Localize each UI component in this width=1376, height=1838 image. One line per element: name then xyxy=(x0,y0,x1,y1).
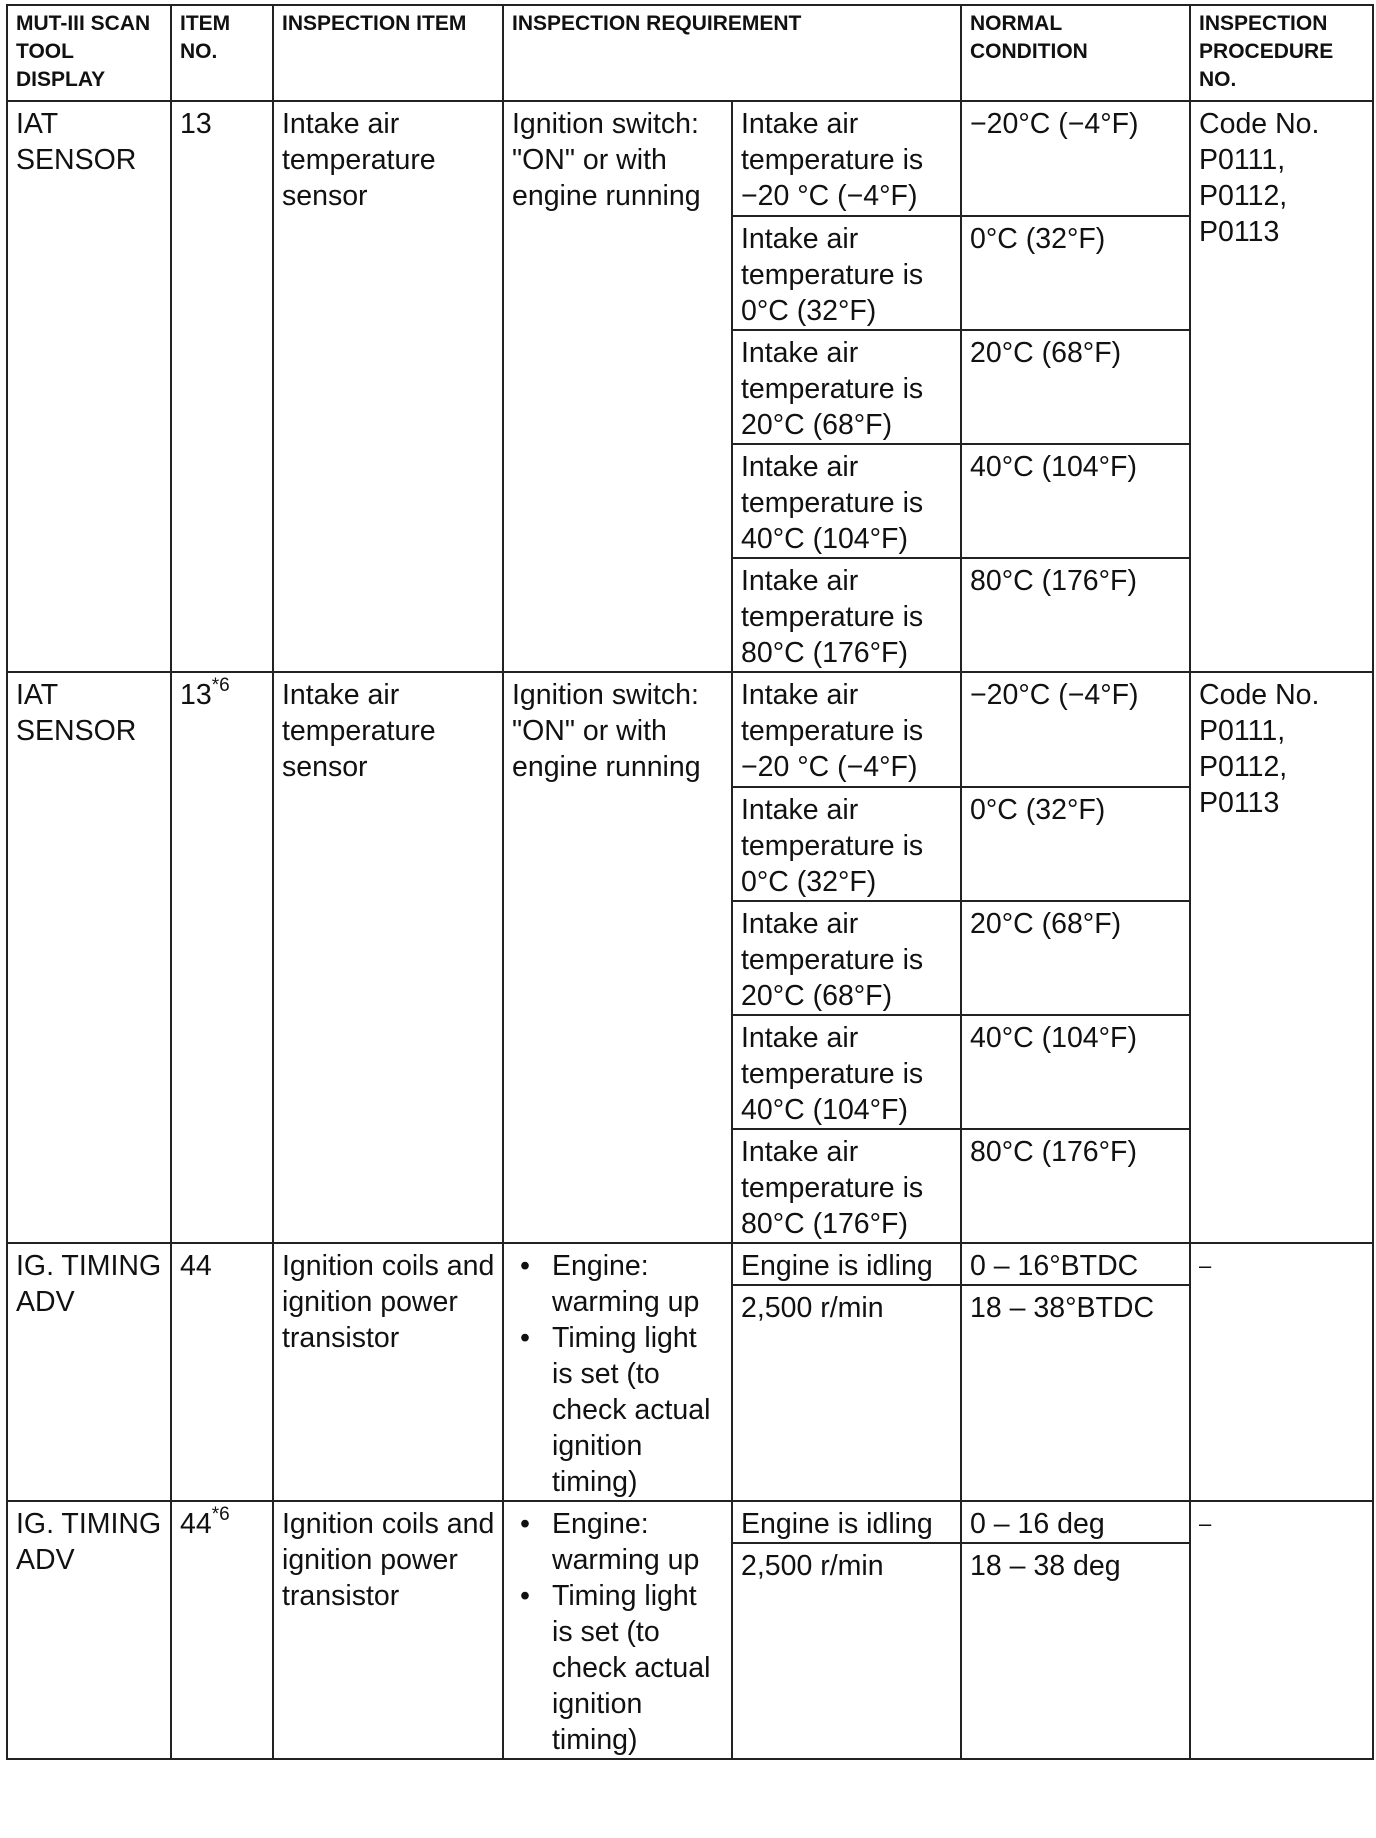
condition-cell: 2,500 r/min xyxy=(732,1543,961,1759)
condition-cell: Intake air temperature is 40°C (104°F) xyxy=(732,1015,961,1129)
header-procedure-no: INSPECTION PROCEDURE NO. xyxy=(1190,5,1373,101)
normal-condition-cell: 0°C (32°F) xyxy=(961,787,1190,901)
normal-condition-cell: 80°C (176°F) xyxy=(961,1129,1190,1243)
condition-cell: Intake air temperature is 20°C (68°F) xyxy=(732,330,961,444)
header-inspection-item: INSPECTION ITEM xyxy=(273,5,503,101)
list-item: • Engine: warming up xyxy=(512,1506,725,1578)
item-number xyxy=(171,101,273,672)
table-row xyxy=(7,101,1373,216)
inspection-item: Intake air temperature sensor xyxy=(273,101,503,672)
condition-cell: Intake air temperature is 20°C (68°F) xyxy=(732,901,961,1015)
normal-condition-cell: 18 – 38 deg xyxy=(961,1543,1190,1759)
item-number-value: 13 xyxy=(180,108,212,140)
scan-tool-display: IAT SENSOR xyxy=(7,672,171,1243)
inspection-item: Ignition coils and ignition power transistor xyxy=(273,1243,503,1501)
scan-tool-display: IAT SENSOR xyxy=(7,101,171,672)
condition-cell: Engine is idling xyxy=(732,1243,961,1285)
requirement-list xyxy=(512,1506,725,1758)
procedure-number: Code No. P0111, P0112, P0113 xyxy=(1190,101,1373,672)
procedure-number: Code No. P0111, P0112, P0113 xyxy=(1190,672,1373,1243)
normal-condition-cell: −20°C (−4°F) xyxy=(961,672,1190,787)
condition-cell: Intake air temperature is −20 °C (−4°F) xyxy=(732,101,961,216)
normal-condition-cell: 80°C (176°F) xyxy=(961,558,1190,672)
inspection-requirement: Ignition switch: "ON" or with engine running xyxy=(503,101,732,672)
table-row xyxy=(7,1243,1373,1285)
ig-timing-block xyxy=(7,1501,1373,1759)
condition-cell: 2,500 r/min xyxy=(732,1285,961,1501)
item-number-footnote: *6 xyxy=(211,1504,230,1525)
condition-cell: Intake air temperature is 80°C (176°F) xyxy=(732,1129,961,1243)
item-number-value: 13 xyxy=(180,679,212,711)
normal-condition-cell: 20°C (68°F) xyxy=(961,901,1190,1015)
header-item-no: ITEM NO. xyxy=(171,5,273,101)
ig-timing-block xyxy=(7,1243,1373,1501)
normal-condition-cell: 40°C (104°F) xyxy=(961,444,1190,558)
procedure-number: – xyxy=(1190,1501,1373,1759)
normal-condition-cell: 0°C (32°F) xyxy=(961,216,1190,330)
condition-cell: Intake air temperature is 0°C (32°F) xyxy=(732,787,961,901)
inspection-item: Intake air temperature sensor xyxy=(273,672,503,1243)
condition-cell: Intake air temperature is 80°C (176°F) xyxy=(732,558,961,672)
scan-tool-display: IG. TIMING ADV xyxy=(7,1501,171,1759)
inspection-requirement: Ignition switch: "ON" or with engine running xyxy=(503,672,732,1243)
list-item: • Engine: warming up xyxy=(512,1248,725,1320)
condition-cell: Intake air temperature is 0°C (32°F) xyxy=(732,216,961,330)
normal-condition-cell: 40°C (104°F) xyxy=(961,1015,1190,1129)
item-number-footnote: *6 xyxy=(211,675,230,696)
table-row xyxy=(7,672,1373,787)
inspection-requirement xyxy=(503,1501,732,1759)
item-number xyxy=(171,672,273,1243)
inspection-item: Ignition coils and ignition power transistor xyxy=(273,1501,503,1759)
header-display: MUT-III SCAN TOOL DISPLAY xyxy=(7,5,171,101)
normal-condition-cell: 20°C (68°F) xyxy=(961,330,1190,444)
condition-cell: Intake air temperature is −20 °C (−4°F) xyxy=(732,672,961,787)
normal-condition-cell: 18 – 38°BTDC xyxy=(961,1285,1190,1501)
item-number-value: 44 xyxy=(180,1508,212,1540)
item-number xyxy=(171,1243,273,1501)
list-item: • Timing light is set (to check actual ignition timing) xyxy=(512,1320,725,1500)
item-number-value: 44 xyxy=(180,1250,212,1282)
list-item: • Timing light is set (to check actual ignition timing) xyxy=(512,1578,725,1758)
normal-condition-cell: 0 – 16 deg xyxy=(961,1501,1190,1543)
iat-sensor-block xyxy=(7,101,1373,672)
header-row xyxy=(7,5,1373,101)
header-inspection-requirement: INSPECTION REQUIREMENT xyxy=(503,5,961,101)
scan-tool-spec-table xyxy=(6,4,1374,1760)
procedure-number: – xyxy=(1190,1243,1373,1501)
scan-tool-display: IG. TIMING ADV xyxy=(7,1243,171,1501)
inspection-requirement xyxy=(503,1243,732,1501)
requirement-list xyxy=(512,1248,725,1500)
condition-cell: Engine is idling xyxy=(732,1501,961,1543)
header-normal-condition: NORMAL CONDITION xyxy=(961,5,1190,101)
condition-cell: Intake air temperature is 40°C (104°F) xyxy=(732,444,961,558)
table-row xyxy=(7,1501,1373,1543)
iat-sensor-block xyxy=(7,672,1373,1243)
normal-condition-cell: −20°C (−4°F) xyxy=(961,101,1190,216)
item-number xyxy=(171,1501,273,1759)
normal-condition-cell: 0 – 16°BTDC xyxy=(961,1243,1190,1285)
